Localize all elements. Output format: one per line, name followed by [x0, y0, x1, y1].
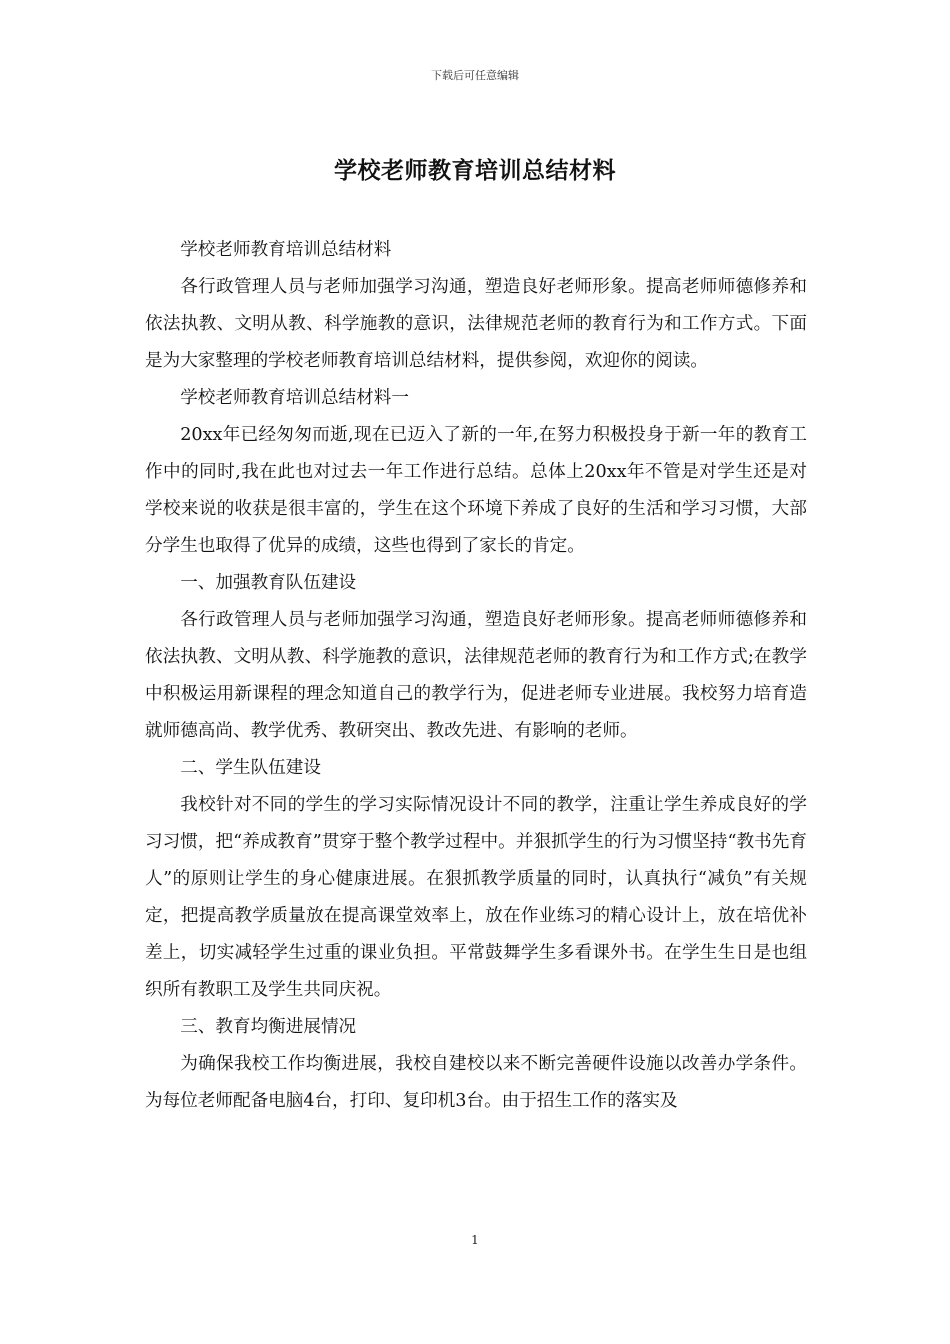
section-heading: 二、学生队伍建设	[180, 758, 321, 778]
body-paragraph: 我校针对不同的学生的学习实际情况设计不同的教学，注重让学生养成良好的学习习惯，把“养成教育”贯穿于整个教学过程中。并狠抓学生的行为习惯坚持“教书先育人”的原则让学生的身心健康进展。在狠抓教学质量的同时，认真执行“减负”有关规定，把提高教学质量放在提高课堂效率上，放在作业练习的精心设计上，放在培优补差上，切实减轻学生过重的课业负担。平常鼓舞学生多看课外书。在学生生日是也组织所有教职工及学生共同庆祝。	[145, 795, 807, 1000]
document-body	[145, 232, 807, 1120]
subtitle-paragraph: 学校老师教育培训总结材料	[180, 240, 392, 260]
section-heading: 一、加强教育队伍建设	[180, 573, 357, 593]
section-heading: 三、教育均衡进展情况	[180, 1017, 357, 1037]
body-paragraph: 20xx年已经匆匆而逝,现在已迈入了新的一年,在努力积极投身于新一年的教育工作中的同时,我在此也对过去一年工作进行总结。总体上20xx年不管是对学生还是对学校来说的收获是很丰富的，学生在这个环境下养成了良好的生活和学习习惯，大部分学生也取得了优异的成绩，这些也得到了家长的肯定。	[145, 425, 807, 556]
body-paragraph: 各行政管理人员与老师加强学习沟通，塑造良好老师形象。提高老师师德修养和依法执教、文明从教、科学施教的意识，法律规范老师的教育行为和工作方式;在教学中积极运用新课程的理念知道自己的教学行为，促进老师专业进展。我校努力培育造就师德高尚、教学优秀、教研突出、教改先进、有影响的老师。	[145, 610, 807, 741]
document-title: 学校老师教育培训总结材料	[334, 157, 616, 184]
page-number: 1	[471, 1233, 479, 1247]
section-heading: 学校老师教育培训总结材料一	[180, 388, 409, 408]
header-note: 下载后可任意编辑	[431, 69, 519, 82]
body-paragraph: 为确保我校工作均衡进展，我校自建校以来不断完善硬件设施以改善办学条件。为每位老师配备电脑4台，打印、复印机3台。由于招生工作的落实及	[145, 1054, 807, 1111]
intro-paragraph: 各行政管理人员与老师加强学习沟通，塑造良好老师形象。提高老师师德修养和依法执教、文明从教、科学施教的意识，法律规范老师的教育行为和工作方式。下面是为大家整理的学校老师教育培训总结材料，提供参阅，欢迎你的阅读。	[145, 277, 807, 371]
